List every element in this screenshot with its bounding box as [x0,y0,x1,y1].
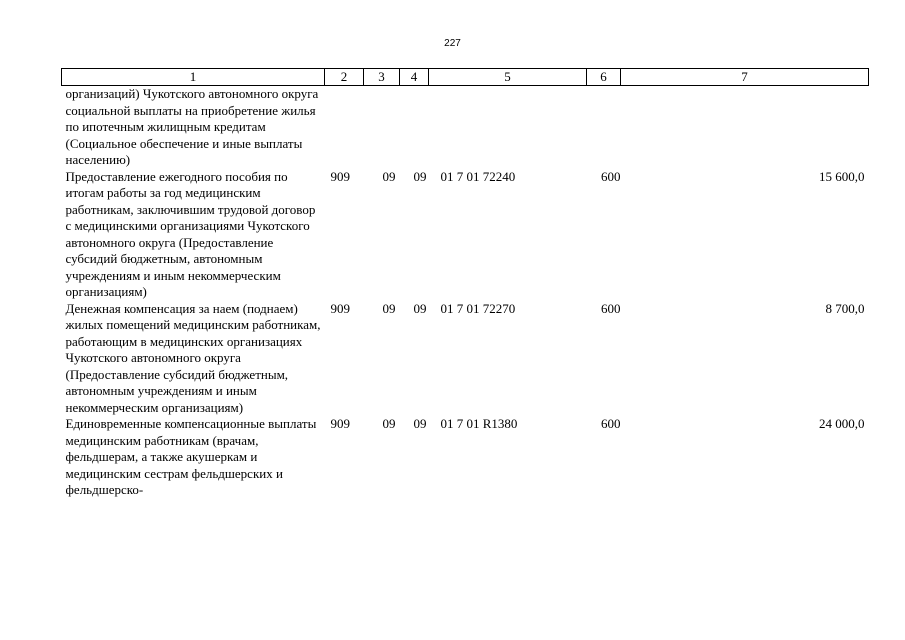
header-cell-3: 3 [364,69,400,86]
budget-table [61,68,869,499]
row-target-article: 01 7 01 R1380 [440,416,518,431]
row-section-code [364,86,400,169]
header-cell-1: 1 [62,69,325,86]
table-row [62,416,869,499]
page-number: 227 [444,38,461,49]
table-row [62,86,869,169]
row-expense-type: 600 [601,300,621,316]
header-row [62,69,869,86]
budget-table-container [61,68,868,499]
row-section-code: 09 [382,168,396,184]
row-amount: 24 000,0 [819,416,865,431]
row-description: Предоставление ежегодного пособия по итогам работы за год медицинским работникам, заключившим трудовой договор с медицинскими организациями Чукотского автономного округа (Предоставление субсидий бюджетным, автономным учреждениям и иным некоммерческим организациям) [65,168,316,299]
table-body [62,86,869,499]
row-expense-type: 600 [601,416,621,431]
header-cell-6: 6 [587,69,621,86]
header-cell-5: 5 [429,69,587,86]
row-subsection-code: 09 [413,168,427,184]
row-description: Денежная компенсация за наем (поднаем) жилых помещений медицинским работникам, работающим в медицинских организациях Чукотского автономного округа (Предоставление субсидий бюджетным, автономным учреждениям и иным некоммерческим организациям) [65,300,321,415]
row-amount [621,86,869,169]
header-cell-2: 2 [325,69,364,86]
row-section-code: 09 [382,300,396,316]
table-row [62,301,869,417]
row-expense-type [587,86,621,169]
row-target-article: 01 7 01 72240 [440,168,516,184]
table-row [62,169,869,301]
row-amount: 15 600,0 [819,168,865,184]
row-section-code: 09 [382,416,396,431]
row-description: Единовременные компенсационные выплаты медицинским работникам (врачам, фельдшерам, а также акушеркам и медицинским сестрам фельдшерских и фельдшерско- [65,416,317,497]
row-description: организаций) Чукотского автономного округа социальной выплаты на приобретение жилья по ипотечным жилищным кредитам (Социальное обеспечение и иные выплаты населению) [65,86,319,167]
table-header [62,69,869,86]
row-ministry-code [325,86,364,169]
row-ministry-code: 909 [330,168,350,184]
row-ministry-code: 909 [330,300,350,316]
row-target-article [429,86,587,169]
row-subsection-code: 09 [413,300,427,316]
row-expense-type: 600 [601,168,621,184]
row-ministry-code: 909 [330,416,350,431]
row-subsection-code: 09 [413,416,427,431]
header-cell-7: 7 [621,69,869,86]
row-amount: 8 700,0 [825,300,865,316]
row-target-article: 01 7 01 72270 [440,300,516,316]
header-cell-4: 4 [400,69,429,86]
row-subsection-code [400,86,429,169]
